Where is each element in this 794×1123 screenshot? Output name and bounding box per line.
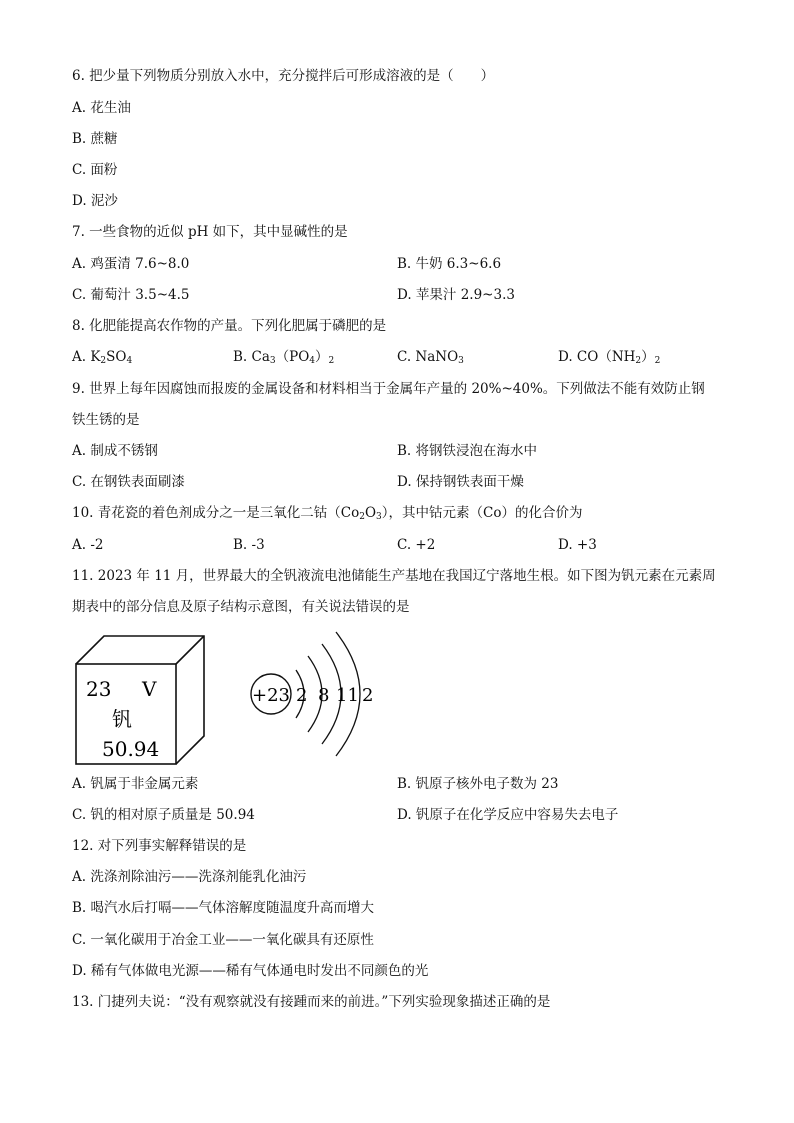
q6-option-d[interactable]: D. 泥沙 (72, 193, 118, 209)
q11-stem-line1: 11. 2023 年 11 月，世界最大的全钒液流电池储能生产基地在我国辽宁落地生根。如下图为钒元素在元素周 (72, 568, 716, 584)
atomic-number: 23 (86, 677, 112, 701)
q8-option-d[interactable]: D. $CO(NH_2)_2$ (558, 349, 661, 366)
q12-stem: 12. 对下列事实解释错误的是 (72, 838, 247, 854)
q8-stem: 8. 化肥能提高农作物的产量。下列化肥属于磷肥的是 (72, 318, 387, 334)
shell-2-electrons: 8 (318, 685, 330, 706)
q6-option-a[interactable]: A. 花生油 (72, 100, 131, 116)
q10-stem: 10. 青花瓷的着色剂成分之一是三氧化二钴$(Co_2O_3)$，其中钴元素（Co）的化合价为 (72, 505, 583, 522)
q11-stem-line2: 期表中的部分信息及原子结构示意图，有关说法错误的是 (72, 599, 410, 615)
q11-option-b[interactable]: B. 钒原子核外电子数为 23 (397, 776, 559, 792)
q7-option-a[interactable]: A. 鸡蛋清 7.6~8.0 (72, 256, 190, 272)
shell-4-electrons: 2 (362, 685, 374, 706)
q13-stem: 13. 门捷列夫说：“没有观察就没有接踵而来的前进。”下列实验现象描述正确的是 (72, 994, 551, 1010)
q7-option-b[interactable]: B. 牛奶 6.3~6.6 (397, 256, 502, 272)
q9-stem-line1: 9. 世界上每年因腐蚀而报废的金属设备和材料相当于金属年产量的 20%~40%。下列做法不能有效防止钢 (72, 381, 705, 397)
q7-option-d[interactable]: D. 苹果汁 2.9~3.3 (397, 287, 515, 303)
q12-option-d[interactable]: D. 稀有气体做电光源——稀有气体通电时发出不同颜色的光 (72, 963, 429, 979)
nucleus-charge: +23 (252, 685, 290, 706)
shell-3-electrons: 11 (336, 685, 359, 706)
q11-option-d[interactable]: D. 钒原子在化学反应中容易失去电子 (397, 807, 619, 823)
shell-1-electrons: 2 (296, 685, 308, 706)
q11-option-a[interactable]: A. 钒属于非金属元素 (72, 776, 199, 792)
q10-option-a[interactable]: A. -2 (72, 537, 104, 553)
q9-option-a[interactable]: A. 制成不锈钢 (72, 443, 158, 459)
q6-option-c[interactable]: C. 面粉 (72, 162, 118, 178)
q10-option-c[interactable]: C. +2 (397, 537, 436, 553)
q7-stem: 7. 一些食物的近似 pH 如下，其中显碱性的是 (72, 224, 348, 240)
element-name: 钒 (112, 707, 132, 731)
q6-option-b[interactable]: B. 蔗糖 (72, 131, 118, 147)
q12-option-a[interactable]: A. 洗涤剂除油污——洗涤剂能乳化油污 (72, 869, 307, 885)
q12-option-b[interactable]: B. 喝汽水后打嗝——气体溶解度随温度升高而增大 (72, 900, 375, 916)
element-symbol: V (142, 677, 157, 701)
q7-option-c[interactable]: C. 葡萄汁 3.5~4.5 (72, 287, 190, 303)
q10-option-d[interactable]: D. +3 (558, 537, 597, 553)
q12-option-c[interactable]: C. 一氧化碳用于冶金工业——一氧化碳具有还原性 (72, 932, 374, 948)
vanadium-figure (72, 628, 392, 768)
q9-stem-line2: 铁生锈的是 (72, 412, 140, 428)
q9-option-b[interactable]: B. 将钢铁浸泡在海水中 (397, 443, 538, 459)
q10-option-b[interactable]: B. -3 (233, 537, 265, 553)
q6-stem: 6. 把少量下列物质分别放入水中，充分搅拌后可形成溶液的是（ ） (72, 68, 495, 84)
q8-option-b[interactable]: B. $Ca_3(PO_4)_2$ (233, 349, 335, 366)
q11-option-c[interactable]: C. 钒的相对原子质量是 50.94 (72, 807, 255, 823)
q9-option-c[interactable]: C. 在钢铁表面刷漆 (72, 474, 185, 490)
q9-option-d[interactable]: D. 保持钢铁表面干燥 (397, 474, 524, 490)
q8-option-c[interactable]: C. NaNO$_3$ (397, 349, 464, 366)
q8-option-a[interactable]: A. $K_2SO_4$ (72, 349, 133, 366)
atomic-mass: 50.94 (102, 737, 160, 761)
